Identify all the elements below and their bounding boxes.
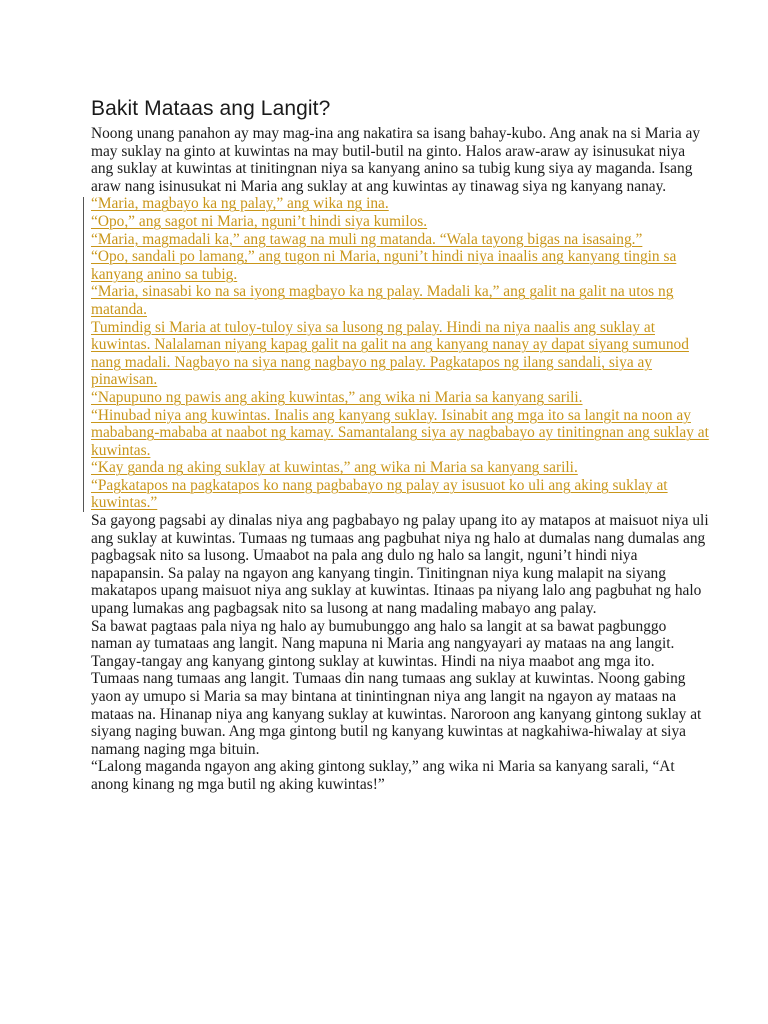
tracked-paragraph: “Opo,” ang sagot ni Maria, nguni’t hindi siya kumilos. <box>91 212 428 230</box>
body-paragraph: Sa gayong pagsabi ay dinalas niya ang pagbabayo ng palay upang ito ay matapos at maisuot niya uli ang suklay at kuwintas. Tumaas ng tumaas ang pagbuhat niya ng halo at dumalas nang dumalas ang pagbagsak nito sa lusong. Umaabot na pala ang dulo ng halo sa langit, nguni’t hindi niya napapansin. Sa palay na ngayon ang kanyang tingin. Tinitingnan niya kung malapit na siyang makatapos upang maisuot niya ang suklay at kuwintas. Itinaas pa niyang lalo ang pagbuhat ng halo upang lumakas ang pagbagsak nito sa lusong at nang madaling mabayo ang palay. <box>91 512 709 618</box>
body-paragraph: “Lalong maganda ngayon ang aking gintong suklay,” ang wika ni Maria sa kanyang sarali, “At anong kinang ng mga butil ng aking kuwintas!” <box>91 758 675 793</box>
intro-paragraph: Noong unang panahon ay may mag-ina ang nakatira sa isang bahay-kubo. Ang anak na si Maria ay may suklay na ginto at kuwintas na may butil-butil na ginto. Halos araw-araw ay isinusukat niya ang suklay at kuwintas at tinitingnan niya sa kanyang anino sa tubig kung siya ay maganda. Isang araw nang isinusukat ni Maria ang suklay at ang kuwintas ay tinawag siya ng kanyang nanay. <box>91 125 701 195</box>
change-bar <box>83 197 84 512</box>
body-paragraph: Sa bawat pagtaas pala niya ng halo ay bumubunggo ang halo sa langit at sa bawat pagbunggo naman ay tumataas ang langit. Nang mapuna ni Maria ang nangyayari ay mataas na ang langit. Tangay-tangay ang kanyang gintong suklay at kuwintas. Hindi na niya maabot ang mga ito. <box>91 617 675 670</box>
tracked-paragraph: Tumindig si Maria at tuloy-tuloy siya sa lusong ng palay. Hindi na niya naalis ang suklay at kuwintas. Nalalaman niyang kapag galit na galit na ang kanyang nanay ay dapat siyang sumunod nang madali. Nagbayo na siya nang nagbayo ng palay. Pagkatapos ng ilang sandali, siya ay pinawisan. <box>91 318 689 389</box>
tracked-paragraph: “Opo, sandali po lamang,” ang tugon ni Maria, nguni’t hindi niya inaalis ang kanyang tingin sa kanyang anino sa tubig. <box>91 248 677 283</box>
document-title: Bakit Mataas ang Langit? <box>91 97 331 120</box>
tracked-paragraph: “Maria, sinasabi ko na sa iyong magbayo ka ng palay. Madali ka,” ang galit na galit na utos ng matanda. <box>91 283 674 318</box>
tracked-paragraph: “Kay ganda ng aking suklay at kuwintas,” ang wika ni Maria sa kanyang sarili. <box>91 459 578 477</box>
tracked-paragraph: “Maria, magbayo ka ng palay,” ang wika ng ina. <box>91 195 389 213</box>
tracked-paragraph: “Maria, magmadali ka,” ang tawag na muli ng matanda. “Wala tayong bigas na isasaing.” <box>91 230 643 248</box>
tracked-paragraph: “Hinubad niya ang kuwintas. Inalis ang kanyang suklay. Isinabit ang mga ito sa langit na noon ay mababang-mababa at naabot ng kamay. Samantalang siya ay nagbabayo ay tinitingnan ang suklay at kuwintas. <box>91 406 709 459</box>
body-paragraph: Tumaas nang tumaas ang langit. Tumaas din nang tumaas ang suklay at kuwintas. Noong gabing yaon ay umupo si Maria sa may bintana at tinintingnan niya ang langit na ngayon ay mataas na mataas na. Hinanap niya ang kanyang suklay at kuwintas. Naroroon ang kanyang gintong suklay at siyang naging buwan. Ang mga gintong butil ng kanyang kuwintas at nagkahiwa-hiwalay at siya namang naging mga bituin. <box>91 670 702 758</box>
tracked-paragraph: “Napupuno ng pawis ang aking kuwintas,” ang wika ni Maria sa kanyang sarili. <box>91 388 583 406</box>
tracked-changes-block <box>91 195 711 512</box>
tracked-paragraph: “Pagkatapos na pagkatapos ko nang pagbabayo ng palay ay isusuot ko uli ang aking suklay at kuwintas.” <box>91 476 668 512</box>
document-page <box>91 96 711 794</box>
